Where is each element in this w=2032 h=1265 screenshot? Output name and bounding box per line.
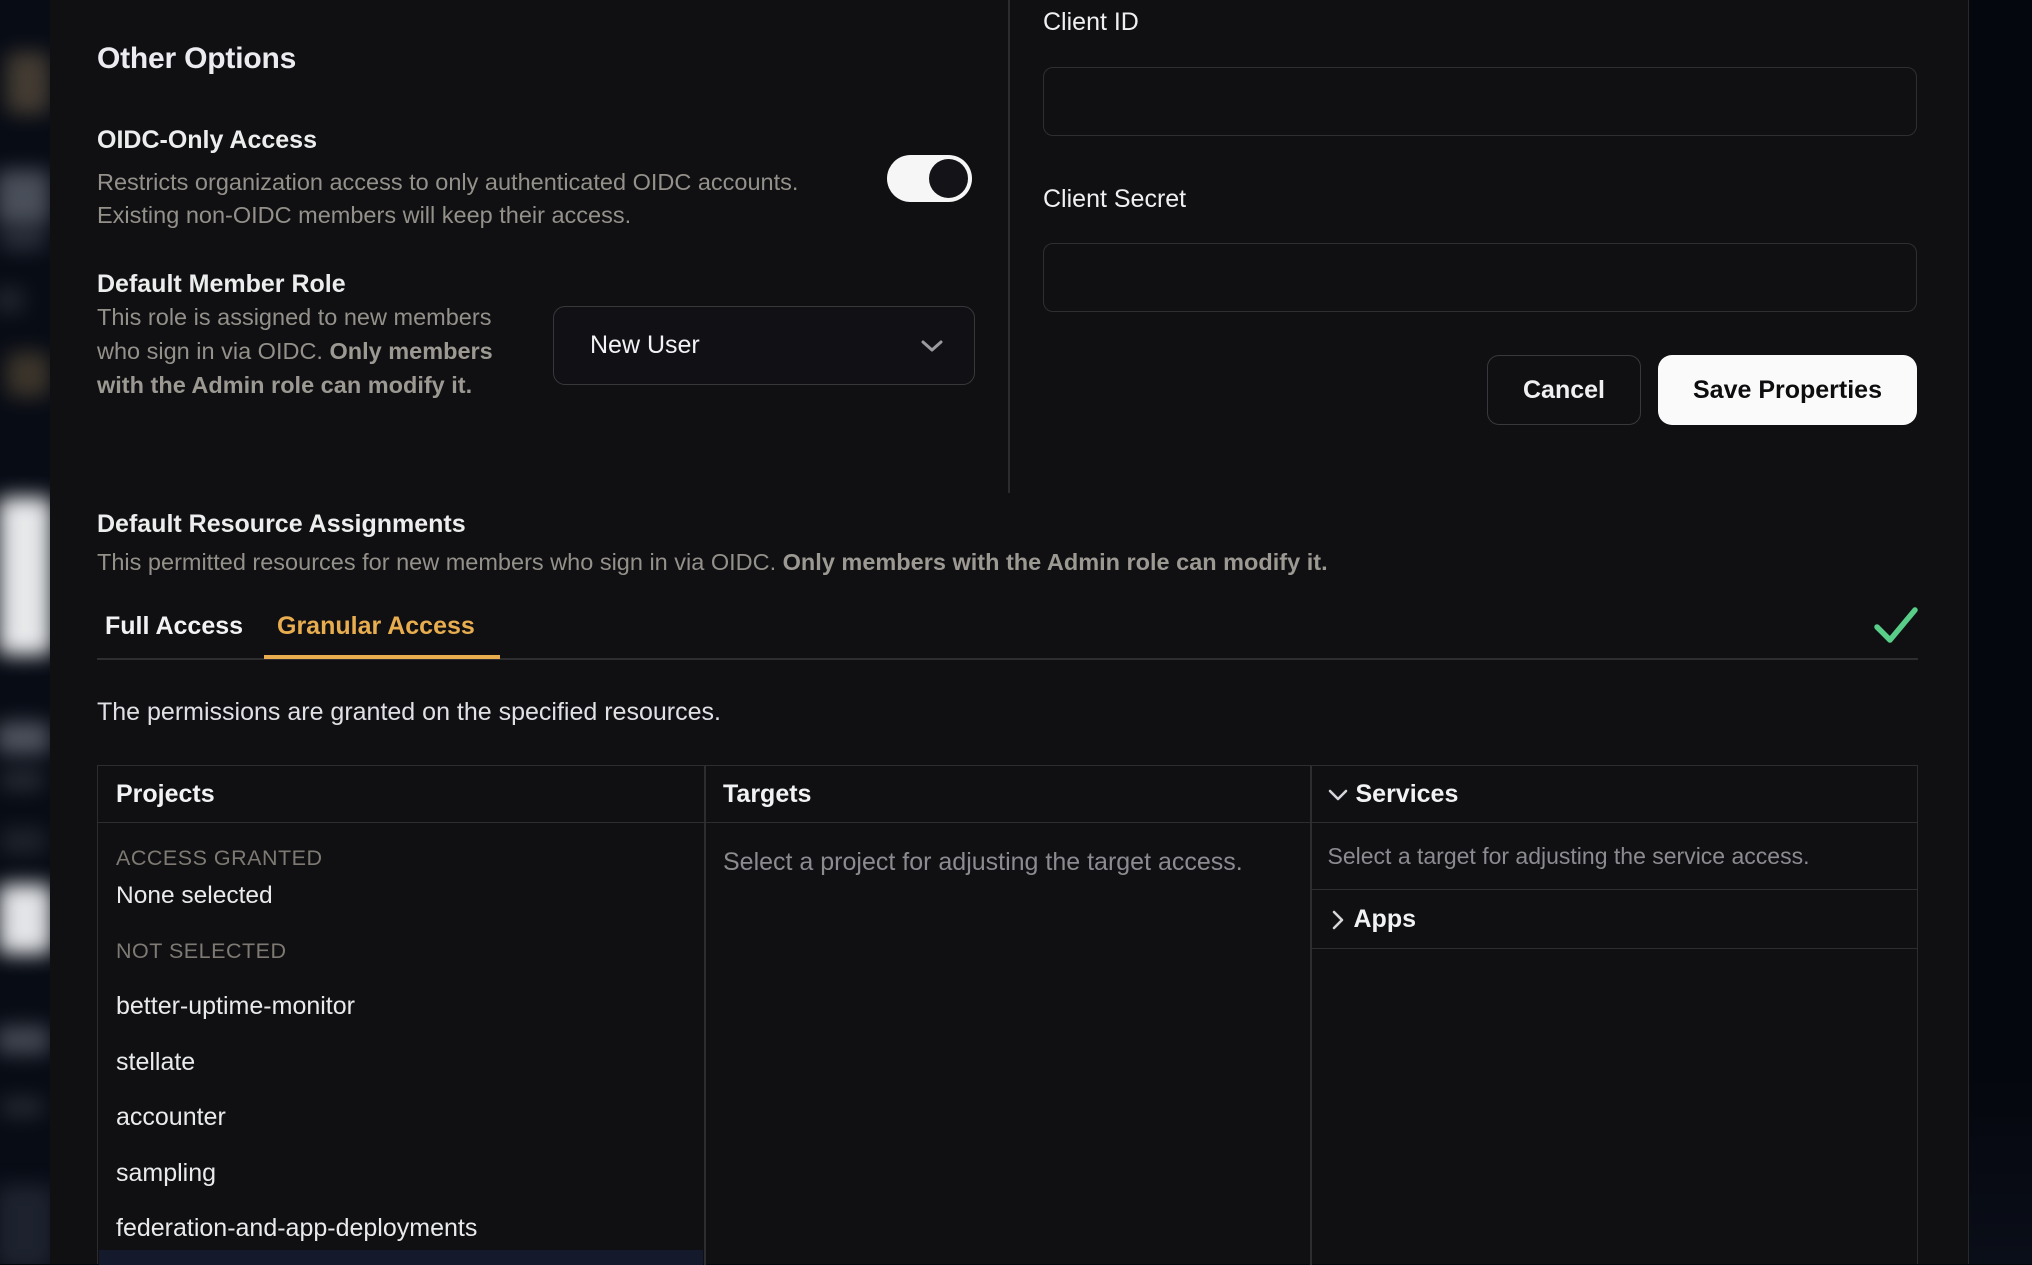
background-blur-strip: [0, 0, 50, 1264]
column-divider: [1008, 0, 1010, 493]
blur-blob: [0, 1026, 50, 1054]
column-border: [704, 766, 706, 1265]
list-item[interactable]: better-uptime-monitor: [116, 992, 355, 1021]
client-id-label: Client ID: [1043, 8, 1139, 36]
clipped-list-row: [99, 1250, 703, 1265]
chevron-right-icon: [1332, 910, 1344, 930]
default-member-role-label: Default Member Role: [97, 270, 346, 298]
list-item[interactable]: federation-and-app-deployments: [116, 1214, 478, 1243]
toggle-knob: [929, 159, 968, 198]
client-secret-label: Client Secret: [1043, 185, 1187, 213]
save-properties-button[interactable]: Save Properties: [1658, 355, 1917, 425]
resource-assignments-title: Default Resource Assignments: [97, 510, 466, 538]
active-tab-underline: [264, 655, 500, 659]
blur-blob: [0, 1098, 44, 1116]
default-member-role-description: [97, 300, 497, 402]
blur-blob: [0, 1185, 50, 1264]
client-secret-input[interactable]: [1043, 243, 1917, 312]
services-placeholder-row: [1312, 823, 1918, 890]
list-item[interactable]: sampling: [116, 1158, 217, 1187]
blur-blob: [0, 228, 46, 250]
apps-header-label: Apps: [1353, 905, 1416, 933]
list-item[interactable]: accounter: [116, 1103, 226, 1132]
client-id-input[interactable]: [1043, 67, 1917, 136]
chevron-down-icon: [1328, 789, 1348, 801]
oidc-only-access-description: Restricts organization access to only authenticated OIDC accounts. Existing non-OIDC members will keep their access.: [97, 169, 799, 228]
description-bold: Only members with the Admin role can modify it.: [97, 338, 493, 398]
blur-blob: [0, 497, 50, 655]
apps-section-header[interactable]: [1312, 892, 1918, 949]
blur-blob: [0, 170, 50, 225]
access-granted-label: ACCESS GRANTED: [116, 846, 323, 870]
page-background-gap: [1968, 0, 2032, 1264]
tab-granular-access[interactable]: Granular Access: [277, 612, 475, 640]
services-header-label: Services: [1355, 780, 1459, 808]
description-normal: This permitted resources for new members who sign in via OIDC.: [97, 549, 783, 575]
projects-column-header: Projects: [116, 780, 215, 808]
oidc-only-toggle[interactable]: [887, 155, 972, 202]
permissions-note: The permissions are granted on the specified resources.: [97, 698, 721, 726]
not-selected-label: NOT SELECTED: [116, 939, 287, 963]
tab-full-access[interactable]: Full Access: [105, 612, 244, 640]
chevron-down-icon: [920, 339, 944, 353]
blur-blob: [0, 884, 50, 954]
blur-blob: [0, 722, 50, 754]
projects-list: [98, 979, 703, 1257]
blur-blob: [6, 52, 50, 114]
check-icon: [1872, 604, 1920, 648]
list-item[interactable]: stellate: [116, 1047, 196, 1076]
description-bold: Only members with the Admin role can modify it.: [782, 549, 1328, 575]
oidc-only-access-label: OIDC-Only Access: [97, 126, 317, 154]
blur-blob: [0, 288, 24, 312]
services-placeholder: Select a target for adjusting the service access.: [1327, 842, 1810, 869]
resources-table: [97, 765, 1918, 1264]
dropdown-selected-value: New User: [590, 331, 700, 359]
cancel-button[interactable]: Cancel: [1487, 355, 1641, 425]
blur-blob: [0, 770, 44, 790]
default-member-role-dropdown[interactable]: [553, 306, 975, 385]
description-normal: This role is assigned to new members who sign in via OIDC.: [97, 304, 492, 364]
blur-blob: [0, 828, 46, 854]
access-granted-item: None selected: [116, 882, 273, 909]
services-column-header[interactable]: [1312, 766, 1918, 823]
settings-panel: [50, 0, 1968, 1264]
targets-column-header: Targets: [723, 780, 812, 808]
other-options-title: Other Options: [97, 42, 297, 75]
targets-placeholder: Select a project for adjusting the target access.: [723, 848, 1243, 876]
resource-assignments-description: [97, 546, 1597, 579]
blur-blob: [6, 352, 50, 397]
